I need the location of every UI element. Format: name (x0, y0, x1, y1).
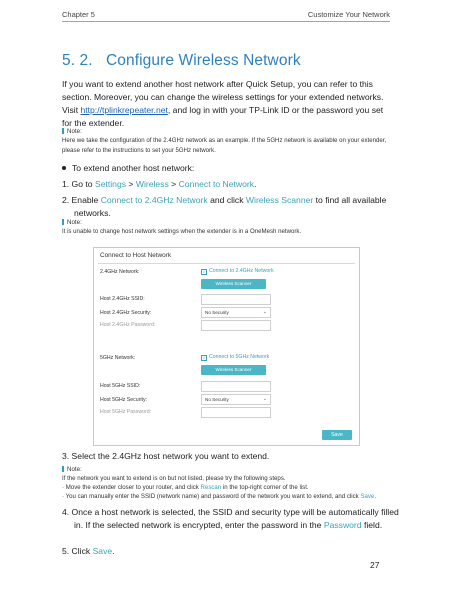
note-3-line-3-end: . (374, 493, 377, 500)
step-2 (62, 194, 404, 219)
bullet-extend-host (62, 162, 392, 175)
chevron-down-icon: ⌄ (262, 396, 267, 402)
ssid5-label: Host 5GHz SSID: (100, 383, 141, 389)
step-2-end: to find all available networks. (74, 195, 387, 218)
connect-5ghz-label: Connect to 5GHz Network (209, 354, 270, 360)
step-2-wireless-scanner: Wireless Scanner (245, 195, 314, 205)
note-3-label-text: Note: (67, 466, 82, 473)
chapter-label: Chapter 5 (62, 10, 95, 19)
sec24-select[interactable] (201, 307, 271, 318)
bullet-text: To extend another host network: (72, 163, 195, 173)
save-button[interactable]: Save (322, 430, 352, 440)
net5-label: 5GHz Network: (100, 355, 136, 361)
sec5-select[interactable] (201, 394, 271, 405)
sec24-label: Host 2.4GHz Security: (100, 310, 152, 316)
step-4-text: 4. Once a host network is selected, the SSID and security type will be automatically filled in. If the selected network is encrypted, enter the password in the (62, 507, 399, 530)
note-marker-icon (62, 466, 64, 472)
header-rule (62, 21, 390, 22)
step-3: 3. Select the 2.4GHz host network you want to extend. (62, 451, 270, 461)
sec5-select-value: No Security (205, 397, 229, 402)
step-1-sep-1: > (126, 179, 136, 189)
step-1-wireless: Wireless (135, 179, 169, 189)
intro-paragraph-1: If you want to extend another host network after Quick Setup, you can refer to this section. Moreover, you can change the wireless settings for your extended networks. (62, 79, 384, 102)
sec24-select-value: No Security (205, 310, 229, 315)
ssid5-input[interactable] (201, 381, 271, 392)
connect-24ghz-label: Connect to 2.4GHz Network (209, 268, 274, 274)
step-2-mid: and click (207, 195, 246, 205)
step-1-end: . (254, 179, 257, 189)
page-number: 27 (370, 560, 380, 570)
note-3-line-3 (62, 492, 392, 502)
note-1-label-text: Note: (67, 128, 82, 135)
intro-login-text: , and log in with your TP-Link ID or the password you set for the extender. (62, 105, 384, 128)
note-marker-icon (62, 128, 64, 134)
step-4-password: Password (323, 519, 362, 530)
note-3-label (62, 466, 82, 473)
step-1-sep-2: > (168, 179, 179, 189)
bullet-dot-icon (62, 166, 66, 170)
intro-visit-text: Visit (62, 105, 81, 115)
note-marker-icon (62, 219, 64, 225)
pwd5-label: Host 5GHz Password: (100, 409, 152, 415)
step-1-connect-to-network: Connect to Network (178, 179, 255, 189)
pwd24-label: Host 2.4GHz Password: (100, 322, 156, 328)
section-heading (62, 52, 301, 70)
checkbox-check-icon: ✓ (202, 354, 206, 360)
ssid24-label: Host 2.4GHz SSID: (100, 296, 145, 302)
note-2-label (62, 219, 82, 226)
note-3-line-2-text: · Move the extender closer to your router, and click (62, 484, 201, 491)
sec5-label: Host 5GHz Security: (100, 397, 147, 403)
connect-to-host-network-panel (93, 247, 360, 446)
step-2-connect-24ghz: Connect to 2.4GHz Network (100, 195, 208, 205)
net24-label: 2.4GHz Network: (100, 269, 140, 275)
step-5 (62, 545, 392, 558)
step-1 (62, 178, 392, 191)
note-1-label (62, 128, 82, 135)
note-3-rescan: Rescan (200, 484, 222, 491)
step-5-text: 5. Click (62, 546, 93, 556)
step-5-end: . (112, 546, 115, 556)
step-4-end: field. (361, 519, 383, 530)
note-3-line-3-text: · You can manually enter the SSID (network name) and password of the network you want to extend, and click (62, 493, 361, 500)
header-section-title: Customize Your Network (307, 10, 390, 19)
step-2-text: 2. Enable (62, 195, 101, 205)
note-2-label-text: Note: (67, 219, 82, 226)
wireless-scanner-5-button[interactable]: Wireless Scanner (201, 365, 266, 375)
connect-24ghz-checkbox[interactable] (201, 268, 274, 275)
step-1-settings: Settings (94, 179, 127, 189)
note-3-line-2-end: in the top-right corner of the list. (221, 484, 309, 491)
tplinkrepeater-link[interactable]: http://tplinkrepeater.net (80, 105, 168, 115)
panel-divider (98, 263, 355, 264)
pwd24-input[interactable] (201, 320, 271, 331)
panel-title: Connect to Host Network (100, 252, 172, 259)
note-3-save: Save (360, 493, 375, 500)
section-number: 5. 2. (62, 52, 93, 69)
step-1-text: 1. Go to (62, 179, 95, 189)
checkbox-check-icon: ✓ (202, 268, 206, 274)
chevron-down-icon: ⌄ (262, 309, 267, 315)
note-3-line-1: If the network you want to extend is on but not listed, please try the following steps. (62, 475, 286, 482)
connect-5ghz-checkbox[interactable] (201, 354, 269, 361)
pwd5-input[interactable] (201, 407, 271, 418)
intro-paragraph-2 (62, 104, 392, 129)
section-title: Configure Wireless Network (106, 52, 301, 69)
wireless-scanner-24-button[interactable]: Wireless Scanner (201, 279, 266, 289)
note-2-text: It is unable to change host network settings when the extender is in a OneMesh network. (62, 228, 302, 235)
ssid24-input[interactable] (201, 294, 271, 305)
step-4 (62, 506, 404, 531)
note-1-text: Here we take the configuration of the 2.4GHz network as an example. If the 5GHz network is available on your extender, please refer to the instructions to set your 5GHz network. (62, 137, 387, 154)
step-5-save: Save (92, 546, 113, 556)
